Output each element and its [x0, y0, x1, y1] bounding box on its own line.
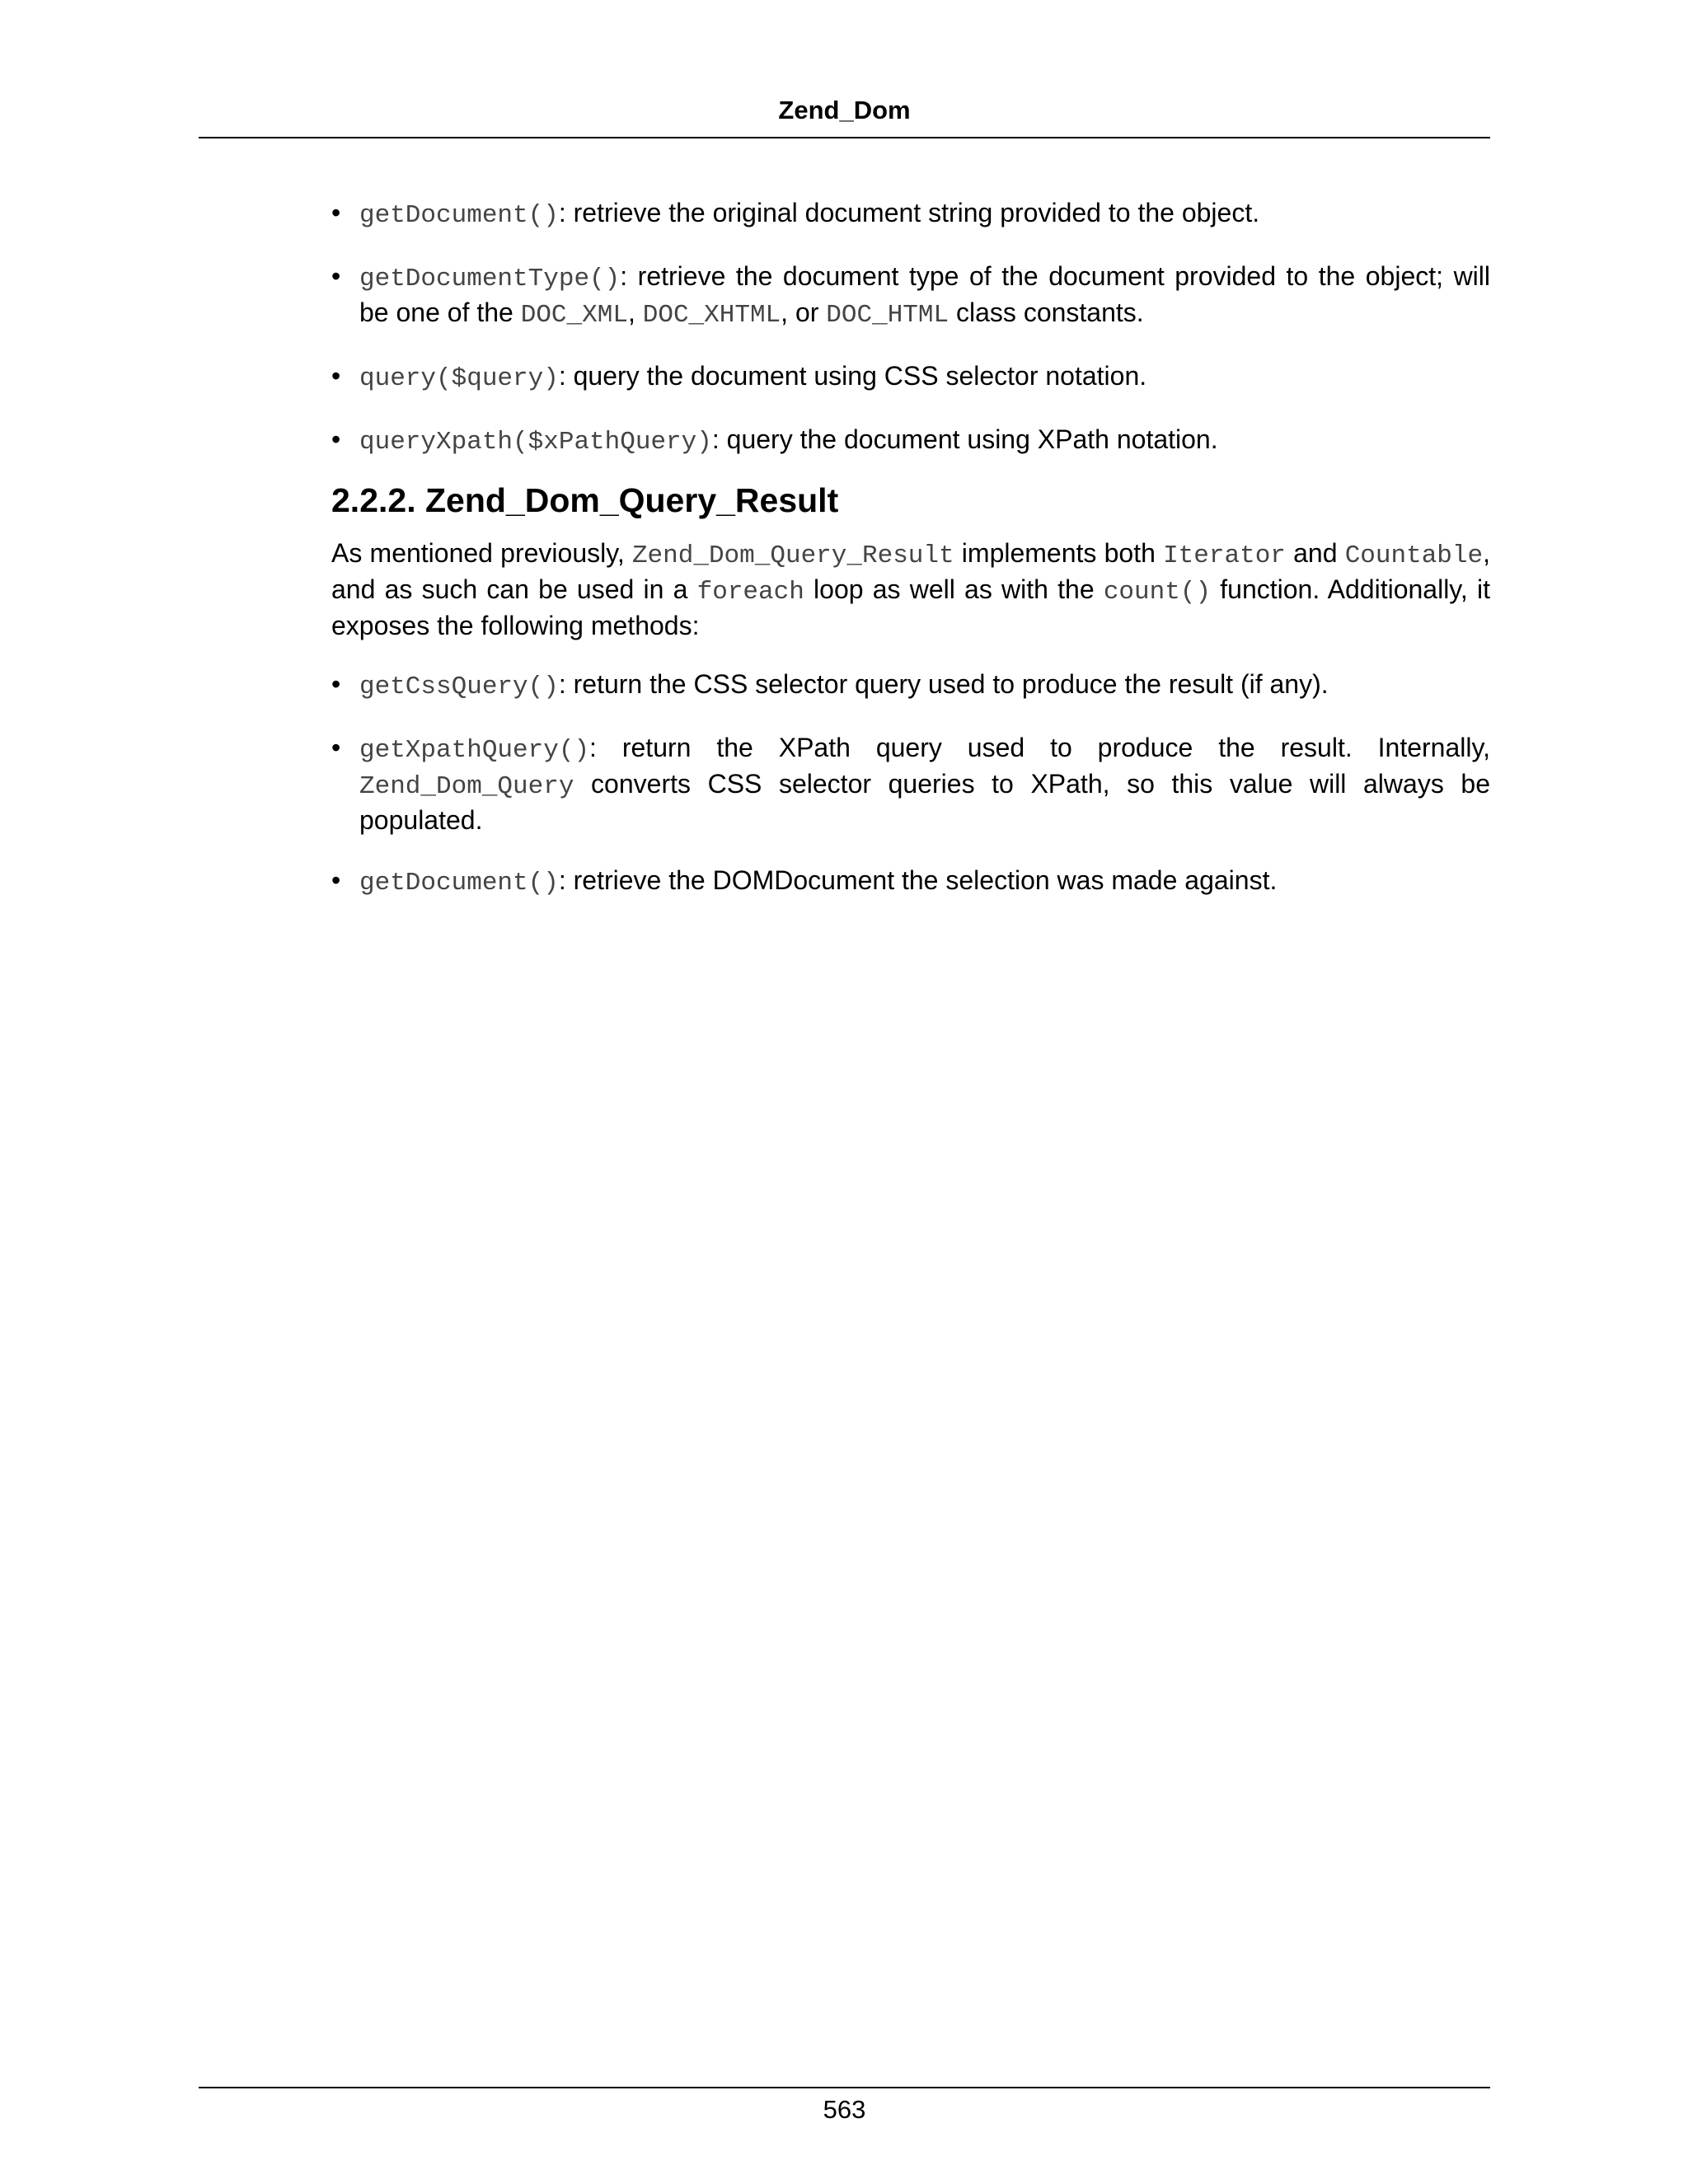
method-name: getXpathQuery(): [359, 736, 590, 765]
method-description: : return the CSS selector query used to produce the result (if any).: [558, 669, 1329, 699]
method-name: getCssQuery(): [359, 673, 559, 701]
separator-text: , or: [781, 298, 827, 327]
class-name: Zend_Dom_Query_Result: [631, 541, 954, 570]
constant-name: DOC_XHTML: [642, 301, 781, 330]
section-paragraph: [331, 537, 1490, 642]
method-name: getDocument(): [359, 201, 559, 230]
interface-name: Iterator: [1163, 541, 1286, 570]
result-methods-list: [331, 668, 1490, 900]
method-description: converts CSS selector queries to XPath, so this value will always be populated.: [359, 769, 1490, 835]
page-header: Zend_Dom: [778, 96, 911, 124]
method-name: getDocumentType(): [359, 265, 621, 293]
keyword: foreach: [696, 578, 804, 607]
method-description: : query the document using CSS selector notation.: [558, 361, 1147, 391]
method-description: : retrieve the original document string provided to the object.: [558, 198, 1260, 227]
method-description: : return the XPath query used to produce the result. Internally,: [589, 733, 1490, 762]
method-name: queryXpath($xPathQuery): [359, 428, 712, 457]
paragraph-text: , and as such can be used in a: [331, 538, 1491, 604]
separator-text: ,: [627, 298, 643, 327]
method-description: : retrieve the DOMDocument the selection was made against.: [558, 865, 1278, 895]
section-heading: 2.2.2. Zend_Dom_Query_Result: [331, 481, 839, 519]
paragraph-text: implements both: [954, 538, 1164, 568]
interface-name: Countable: [1344, 541, 1484, 570]
list-item: [331, 668, 1490, 704]
constant-name: DOC_XML: [520, 301, 628, 330]
header-rule: [199, 137, 1490, 138]
class-name: Zend_Dom_Query: [359, 772, 574, 801]
method-name: query($query): [359, 364, 559, 393]
paragraph-text: As mentioned previously,: [331, 538, 632, 568]
list-item: [331, 196, 1490, 232]
method-name: getDocument(): [359, 869, 559, 898]
list-item: [331, 864, 1490, 900]
paragraph-text: loop as well as with the: [804, 574, 1104, 604]
method-description: class constants.: [949, 298, 1144, 327]
page-number: 563: [823, 2095, 866, 2124]
paragraph-text: and: [1285, 538, 1345, 568]
list-item: [331, 423, 1490, 459]
method-description: : retrieve the document type of the document provided to the object; will be one of the: [359, 261, 1490, 327]
list-item: [331, 260, 1490, 332]
paragraph-text: function. Additionally, it exposes the following methods:: [331, 574, 1491, 640]
constant-name: DOC_HTML: [826, 301, 950, 330]
footer-rule: [199, 2087, 1490, 2088]
list-item: [331, 731, 1490, 837]
list-item: [331, 359, 1490, 396]
methods-list: [331, 196, 1490, 459]
function-name: count(): [1103, 578, 1212, 607]
page-content: [331, 196, 1490, 900]
method-description: : query the document using XPath notation.: [711, 424, 1218, 454]
